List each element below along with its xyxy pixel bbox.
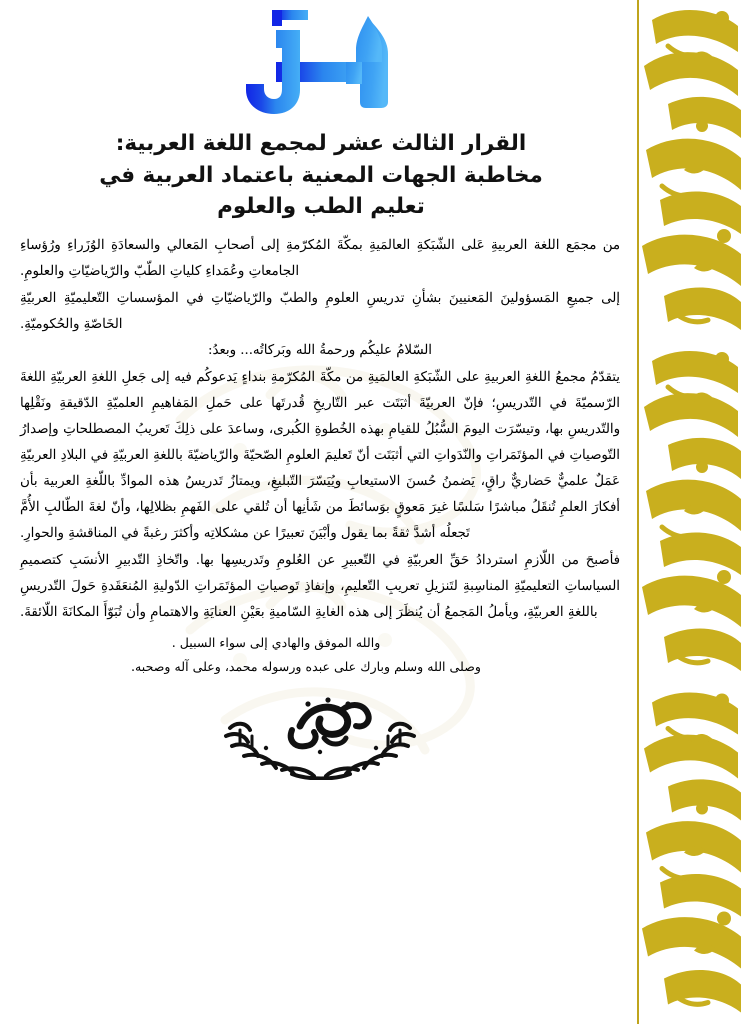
seal-container [18,678,624,780]
gold-band [638,682,741,1023]
closing-block [18,627,624,679]
paragraph: من مجمَع اللغة العربيةِ عَلى الشّبَكةِ العالمَيةِ بمكّةَ المُكرّمةِ إلى أصحابِ المَعالي والسعادَةِ الوُزَراءِ ورُؤساءِ الجامعاتِ وعُمَداءِ كلياتِ الطّبّ والرّياضيّاتِ والعلومِ. [20,237,620,279]
logo-container [18,0,624,124]
paragraph: إلى جميعِ المَسؤولينَ المَعنيينَ بشأنِ تدريسِ العلومِ والطبّ والرّياضيّاتِ في المؤسساتِ التّعليميّةِ العربيّةِ الخَاصّةِ والحُكوميّةِ. [20,290,620,332]
gold-band [638,341,741,682]
title-line-1: القرار الثالث عشر لمجمع اللغة العربية: [115,131,527,156]
gold-band [638,0,741,341]
title-line-3: تعليم الطب والعلوم [217,194,425,220]
gold-vertical-rule [637,0,639,1024]
title-line-2: مخاطبة الجهات المعنية باعتماد العربية في [99,162,543,188]
gold-calligraphy-border [638,0,741,1024]
page-title [18,124,624,223]
majma-logo-icon [216,4,426,122]
paragraph: يتقدّمُ مجمعُ اللغةِ العربيةِ على الشّبَكةِ العالمَيةِ من مكّةَ المُكرّمةِ بنداءٍ يَدعوكُم فيه إلى جَعلِ اللغةِ العربيّةِ اللغةَ الرّسميّةَ في التّدريسِ؛ فإنّ العربيّةَ أثبَتَت عبر التّاريخِ قُدرتَها على حَملِ المَفاهيمِ العلميّةِ الدّقيقةِ ونَقْلِها والتّدريسِ بها، وتيسّرَت اليومَ السُّبُلُ للقيامِ بهذه الخُطوةِ الكُبرى، وساعدَ على ذلِكَ تَعريبُ المصطلحاتِ وإصدارُ التّوصياتِ في المؤتَمَراتِ والنّدَواتِ التي أثبَتَت أنّ تَعليمَ العلومِ الصّحيّةَ والرّياضيّةَ باللغةِ العربيّةِ في البلادِ العربيّةِ عَمَلٌ علميٌّ حَضاريٌّ راقٍ، يَضمنُ حُسنَ الاستيعابِ ويُيَسّرَ التّبليغِ، ويمتازُ تَدريسُ هذه الموادِّ باللّغةِ العربية بأن أفكارَ العلمِ تُنقَلُ مباشرًا سَلسًا غيرَ مَعوقٍ بوَسائطَ من شَأنِها أن تُلقي على الفَهمِ بظلالِها، وأنّ لغةَ الطّالبِ الأُمَّ تَجعلُه أشدَّ ثقةً بما يقول وأبْيَنَ تعبيرًا عن مشكلاتِه وأكثرَ رغبةً في المناقشةِ والحوارِ. [20,370,620,541]
closing-line-1: والله الموفق والهادي إلى سواء السبيل . [171,634,381,650]
majma-seal-icon [196,688,446,780]
paragraph: فأصبحَ من اللّازمِ استردادُ حَقِّ العربيّةِ في التّعبيرِ عن العُلومِ وتَدريسِها بها. واتّخاذِ التّدبيرِ الأنسَبِ كتصميمِ السياساتِ التعليميّةِ المناسِبةِ لتَنزيلِ تعريبِ التّعليمِ، وإنفاذِ تَوصياتِ المؤتَمَراتِ الدّوليةِ المُنعَقَدةِ حَولَ التّدريسِ باللغةِ العربيّةِ، ويأملُ المَجمعُ أن يُنظَرَ إلى هذه الغايةِ السّاميةِ بعَيْنِ العنايَةِ والاهتمامِ وأن تُبَوّأَ المكانَةَ اللّائقةَ. [20,552,620,620]
paragraph-salutation: السّلامُ عليكُم ورحمةُ الله وبَركاتُه... وبعدُ: [208,343,432,359]
closing-line-2: وصلى الله وسلم وبارك على عبده ورسوله محمد، وعلى آله وصحبه. [131,658,481,674]
body-text [18,223,624,626]
